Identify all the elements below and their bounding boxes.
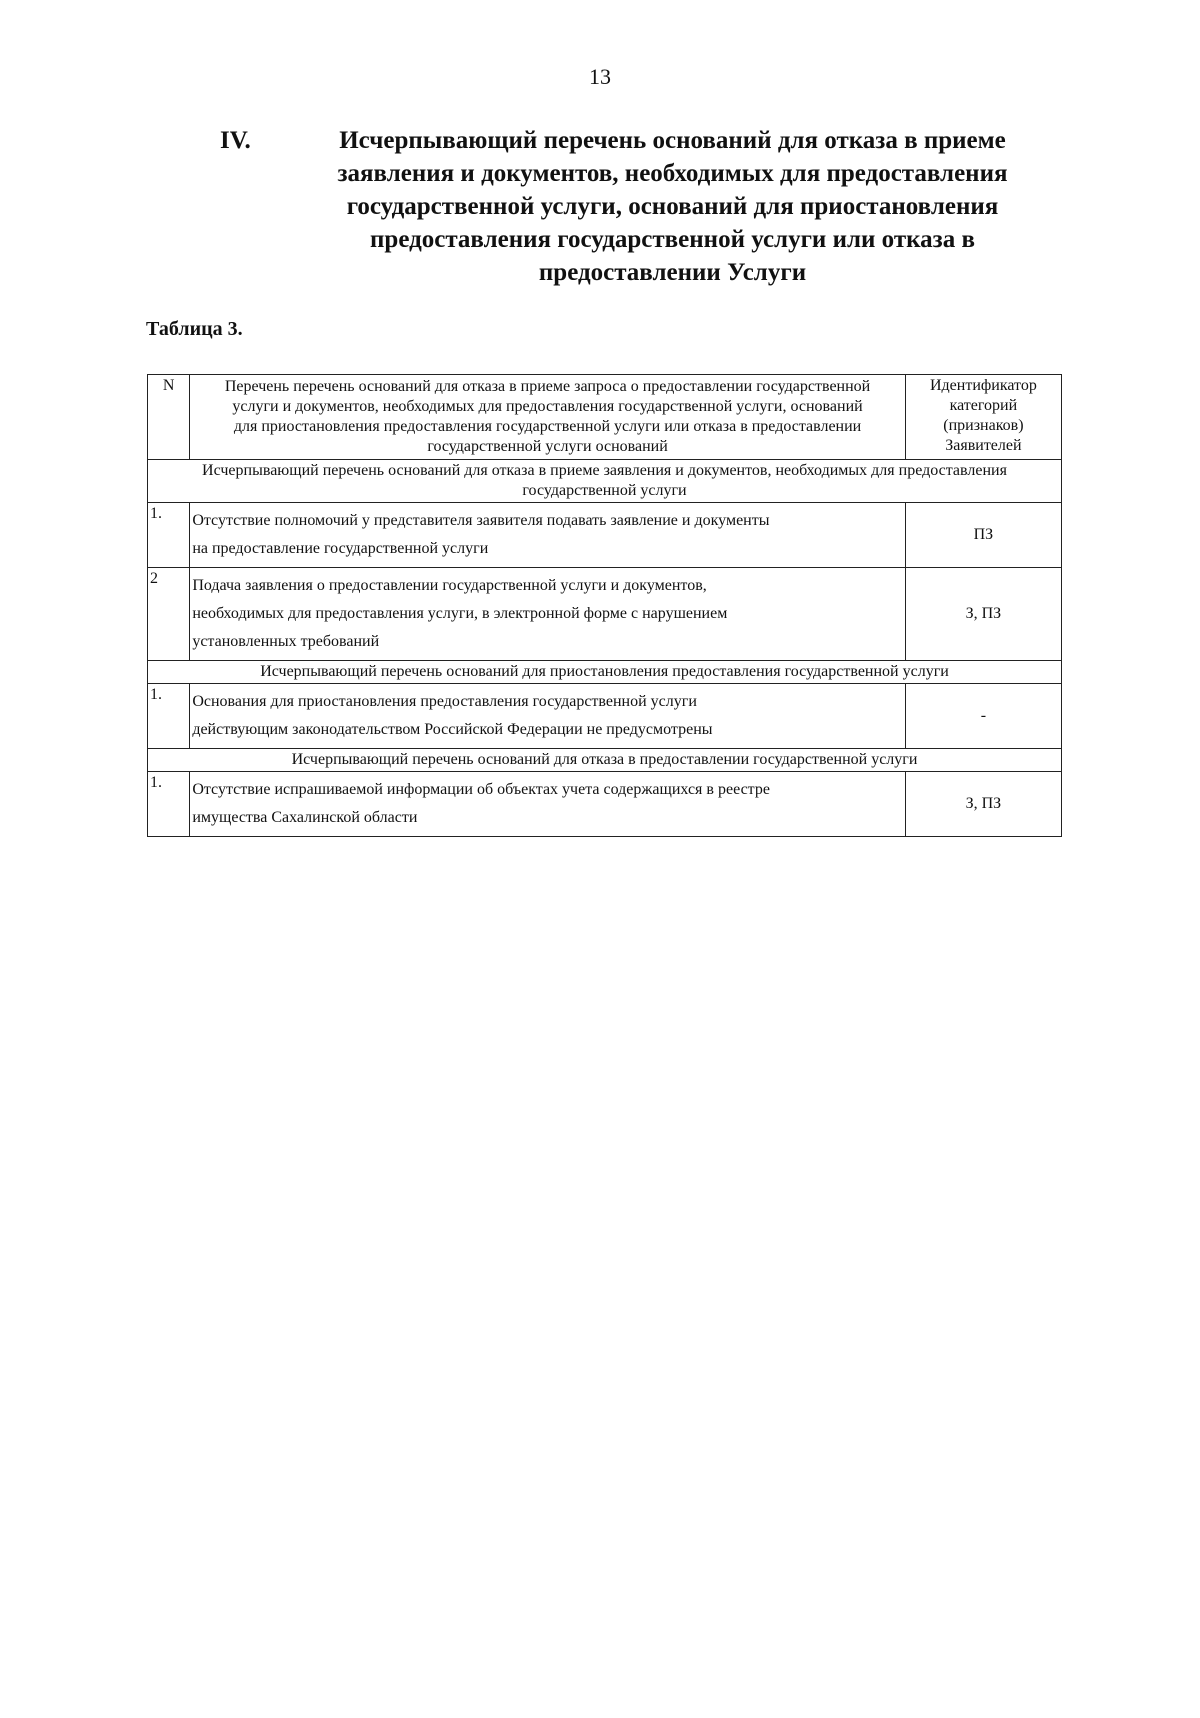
row-identifier: ПЗ — [905, 503, 1061, 568]
row-text-line: действующим законодательством Российской Федерации не предусмотрены — [192, 721, 713, 738]
table-row — [148, 568, 1062, 661]
section-title-cell: Исчерпывающий перечень оснований для приостановления предоставления государственной услуги — [148, 661, 1062, 684]
section-title-line: предоставлении Услуги — [538, 259, 807, 286]
section-title-line: заявления и документов, необходимых для предоставления — [337, 160, 1008, 187]
row-text-line: Основания для приостановления предоставления государственной услуги — [192, 693, 697, 710]
row-text-line: на предоставление государственной услуги — [192, 540, 489, 557]
table-row — [148, 503, 1062, 568]
row-number: 1. — [148, 772, 190, 837]
row-number: 1. — [148, 684, 190, 749]
grounds-table — [147, 374, 1062, 837]
section-heading — [220, 124, 1060, 289]
header-number: N — [148, 375, 190, 460]
section-title-cell: Исчерпывающий перечень оснований для отказа в приеме заявления и документов, необходимых для предоставления государственной услуги — [148, 460, 1062, 503]
section-title-line: государственной услуги, оснований для приостановления — [346, 193, 999, 220]
row-text-line: установленных требований — [192, 633, 380, 650]
row-text — [190, 503, 905, 568]
header-identifier-line: Идентификатор — [929, 377, 1037, 394]
row-text-line: имущества Сахалинской области — [192, 809, 418, 826]
table-row — [148, 684, 1062, 749]
section-title — [285, 124, 1060, 289]
row-number: 1. — [148, 503, 190, 568]
section-row-suspension — [148, 661, 1062, 684]
row-identifier: З, ПЗ — [905, 772, 1061, 837]
section-row-refusal-acceptance — [148, 460, 1062, 503]
table-header-row — [148, 375, 1062, 460]
header-grounds: Перечень перечень оснований для отказа в приеме запроса о предоставлении государственной услуги и документов, необходимых для предоставления государственной услуги, оснований для приостановления предоставления государственной услуги или отказа в предоставлении государственной услуги оснований — [190, 375, 905, 460]
section-title-cell: Исчерпывающий перечень оснований для отказа в предоставлении государственной услуги — [148, 749, 1062, 772]
section-title-line: Исчерпывающий перечень оснований для отказа в приеме — [339, 127, 1006, 154]
row-text-line: Подача заявления о предоставлении государственной услуги и документов, — [192, 577, 707, 594]
row-text-line: необходимых для предоставления услуги, в электронной форме с нарушением — [192, 605, 728, 622]
table-caption: Таблица 3. — [146, 318, 243, 340]
row-text — [190, 568, 905, 661]
row-identifier: - — [905, 684, 1061, 749]
row-text-line: Отсутствие полномочий у представителя заявителя подавать заявление и документы — [192, 512, 770, 529]
row-text-line: Отсутствие испрашиваемой информации об объектах учета содержащихся в реестре — [192, 781, 770, 798]
table-row — [148, 772, 1062, 837]
row-text — [190, 772, 905, 837]
row-identifier: З, ПЗ — [905, 568, 1061, 661]
row-text — [190, 684, 905, 749]
page-number: 13 — [589, 64, 611, 89]
section-title-line: предоставления государственной услуги или отказа в — [370, 226, 975, 253]
header-identifier-line: (признаков) — [943, 417, 1024, 434]
row-number: 2 — [148, 568, 190, 661]
section-numeral: IV. — [220, 127, 251, 154]
section-row-refusal-provision — [148, 749, 1062, 772]
header-identifier — [905, 375, 1061, 460]
header-identifier-line: категорий — [949, 397, 1018, 414]
header-identifier-line: Заявителей — [945, 437, 1022, 454]
